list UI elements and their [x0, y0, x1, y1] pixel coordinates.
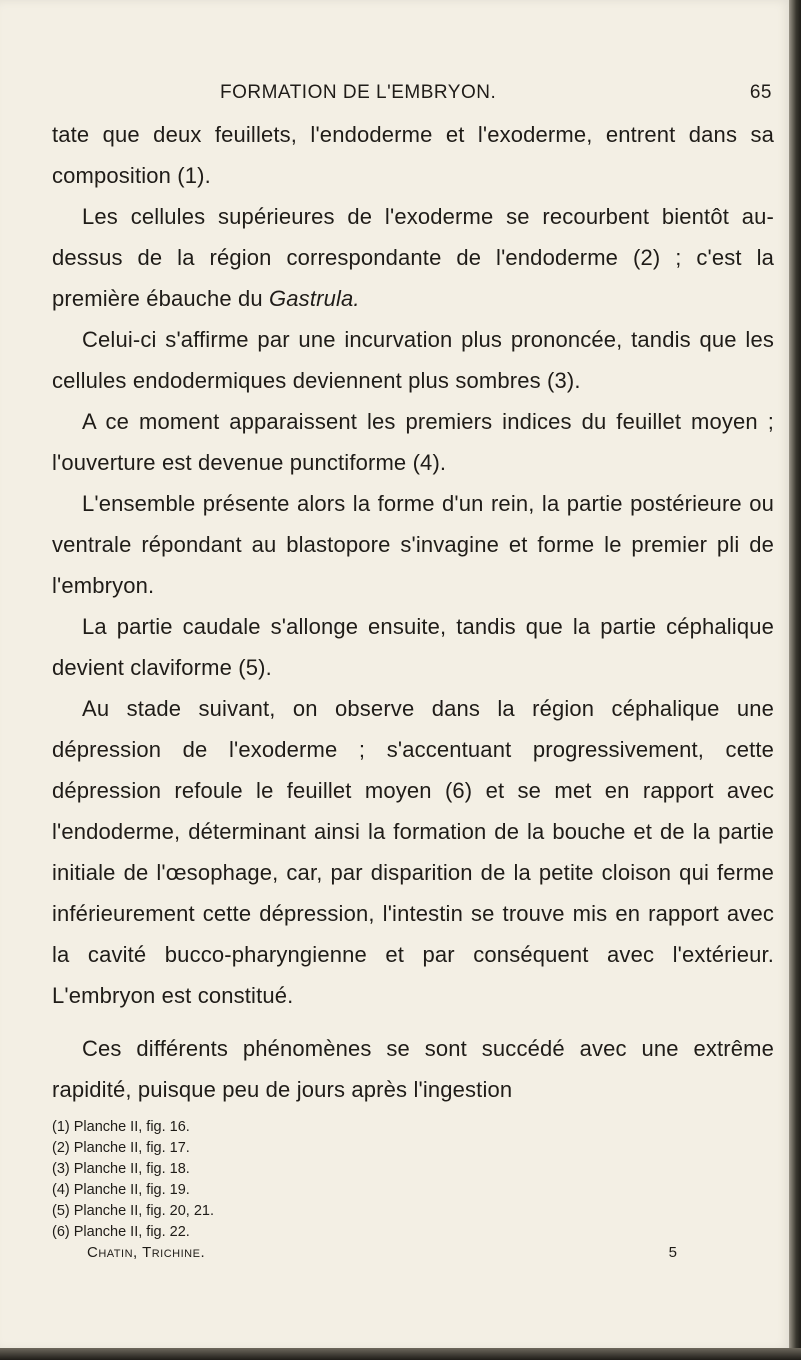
- footnote-3: (3) Planche II, fig. 18.: [52, 1161, 190, 1177]
- paragraph-7: Au stade suivant, on observe dans la région céphalique une dépression de l'exoderme ; s'accentuant progressivement, cette dépression refoule le feuillet moyen (6) et se met en rapport avec l'endoderme, déterminant ainsi la formation de la bouche et de la partie initiale de l'œsophage, car, par disparition de la petite cloison qui ferme inférieurement cette dépression, l'intestin se trouve mis en rapport avec la cavité bucco-pharyngienne et par conséquent avec l'extérieur. L'embryon est constitué.: [52, 696, 774, 1008]
- author-title: Chatin, Trichine.: [87, 1244, 206, 1261]
- footnote-1: (1) Planche II, fig. 16.: [52, 1119, 190, 1135]
- body-text: [52, 114, 774, 1110]
- footnote-2: (2) Planche II, fig. 17.: [52, 1140, 190, 1156]
- paragraph-1: tate que deux feuillets, l'endoderme et l'exoderme, entrent dans sa composition (1).: [52, 122, 774, 188]
- italic-term-gastrula: Gastrula.: [269, 286, 360, 311]
- page-bottom-edge: [0, 1348, 801, 1360]
- paragraph-2: [52, 196, 774, 319]
- signature-line: [87, 1244, 677, 1268]
- footnote-5: (5) Planche II, fig. 20, 21.: [52, 1203, 215, 1219]
- book-binding-edge: [789, 0, 801, 1360]
- page-number: 65: [749, 82, 772, 103]
- paragraph-3: Celui-ci s'affirme par une incurvation plus prononcée, tandis que les cellules endodermiques deviennent plus sombres (3).: [52, 327, 774, 393]
- footnote-4: (4) Planche II, fig. 19.: [52, 1182, 190, 1198]
- paragraph-4: A ce moment apparaissent les premiers indices du feuillet moyen ; l'ouverture est devenue punctiforme (4).: [52, 409, 774, 475]
- footnotes: [52, 1117, 772, 1243]
- paragraph-2-text: Les cellules supérieures de l'exoderme se recourbent bientôt au-dessus de la région correspondante de l'endoderme (2) ; c'est la première ébauche du: [52, 204, 774, 311]
- paragraph-6: La partie caudale s'allonge ensuite, tandis que la partie céphalique devient claviforme (5).: [52, 614, 774, 680]
- paragraph-5: L'ensemble présente alors la forme d'un rein, la partie postérieure ou ventrale répondant au blastopore s'invagine et forme le premier pli de l'embryon.: [52, 491, 774, 598]
- signature-mark: 5: [668, 1244, 677, 1261]
- paragraph-8: Ces différents phénomènes se sont succédé avec une extrême rapidité, puisque peu de jours après l'ingestion: [52, 1036, 774, 1102]
- footnote-6: (6) Planche II, fig. 22.: [52, 1224, 190, 1240]
- running-head-title: FORMATION DE L'EMBRYON.: [220, 82, 497, 103]
- running-head: [52, 82, 772, 106]
